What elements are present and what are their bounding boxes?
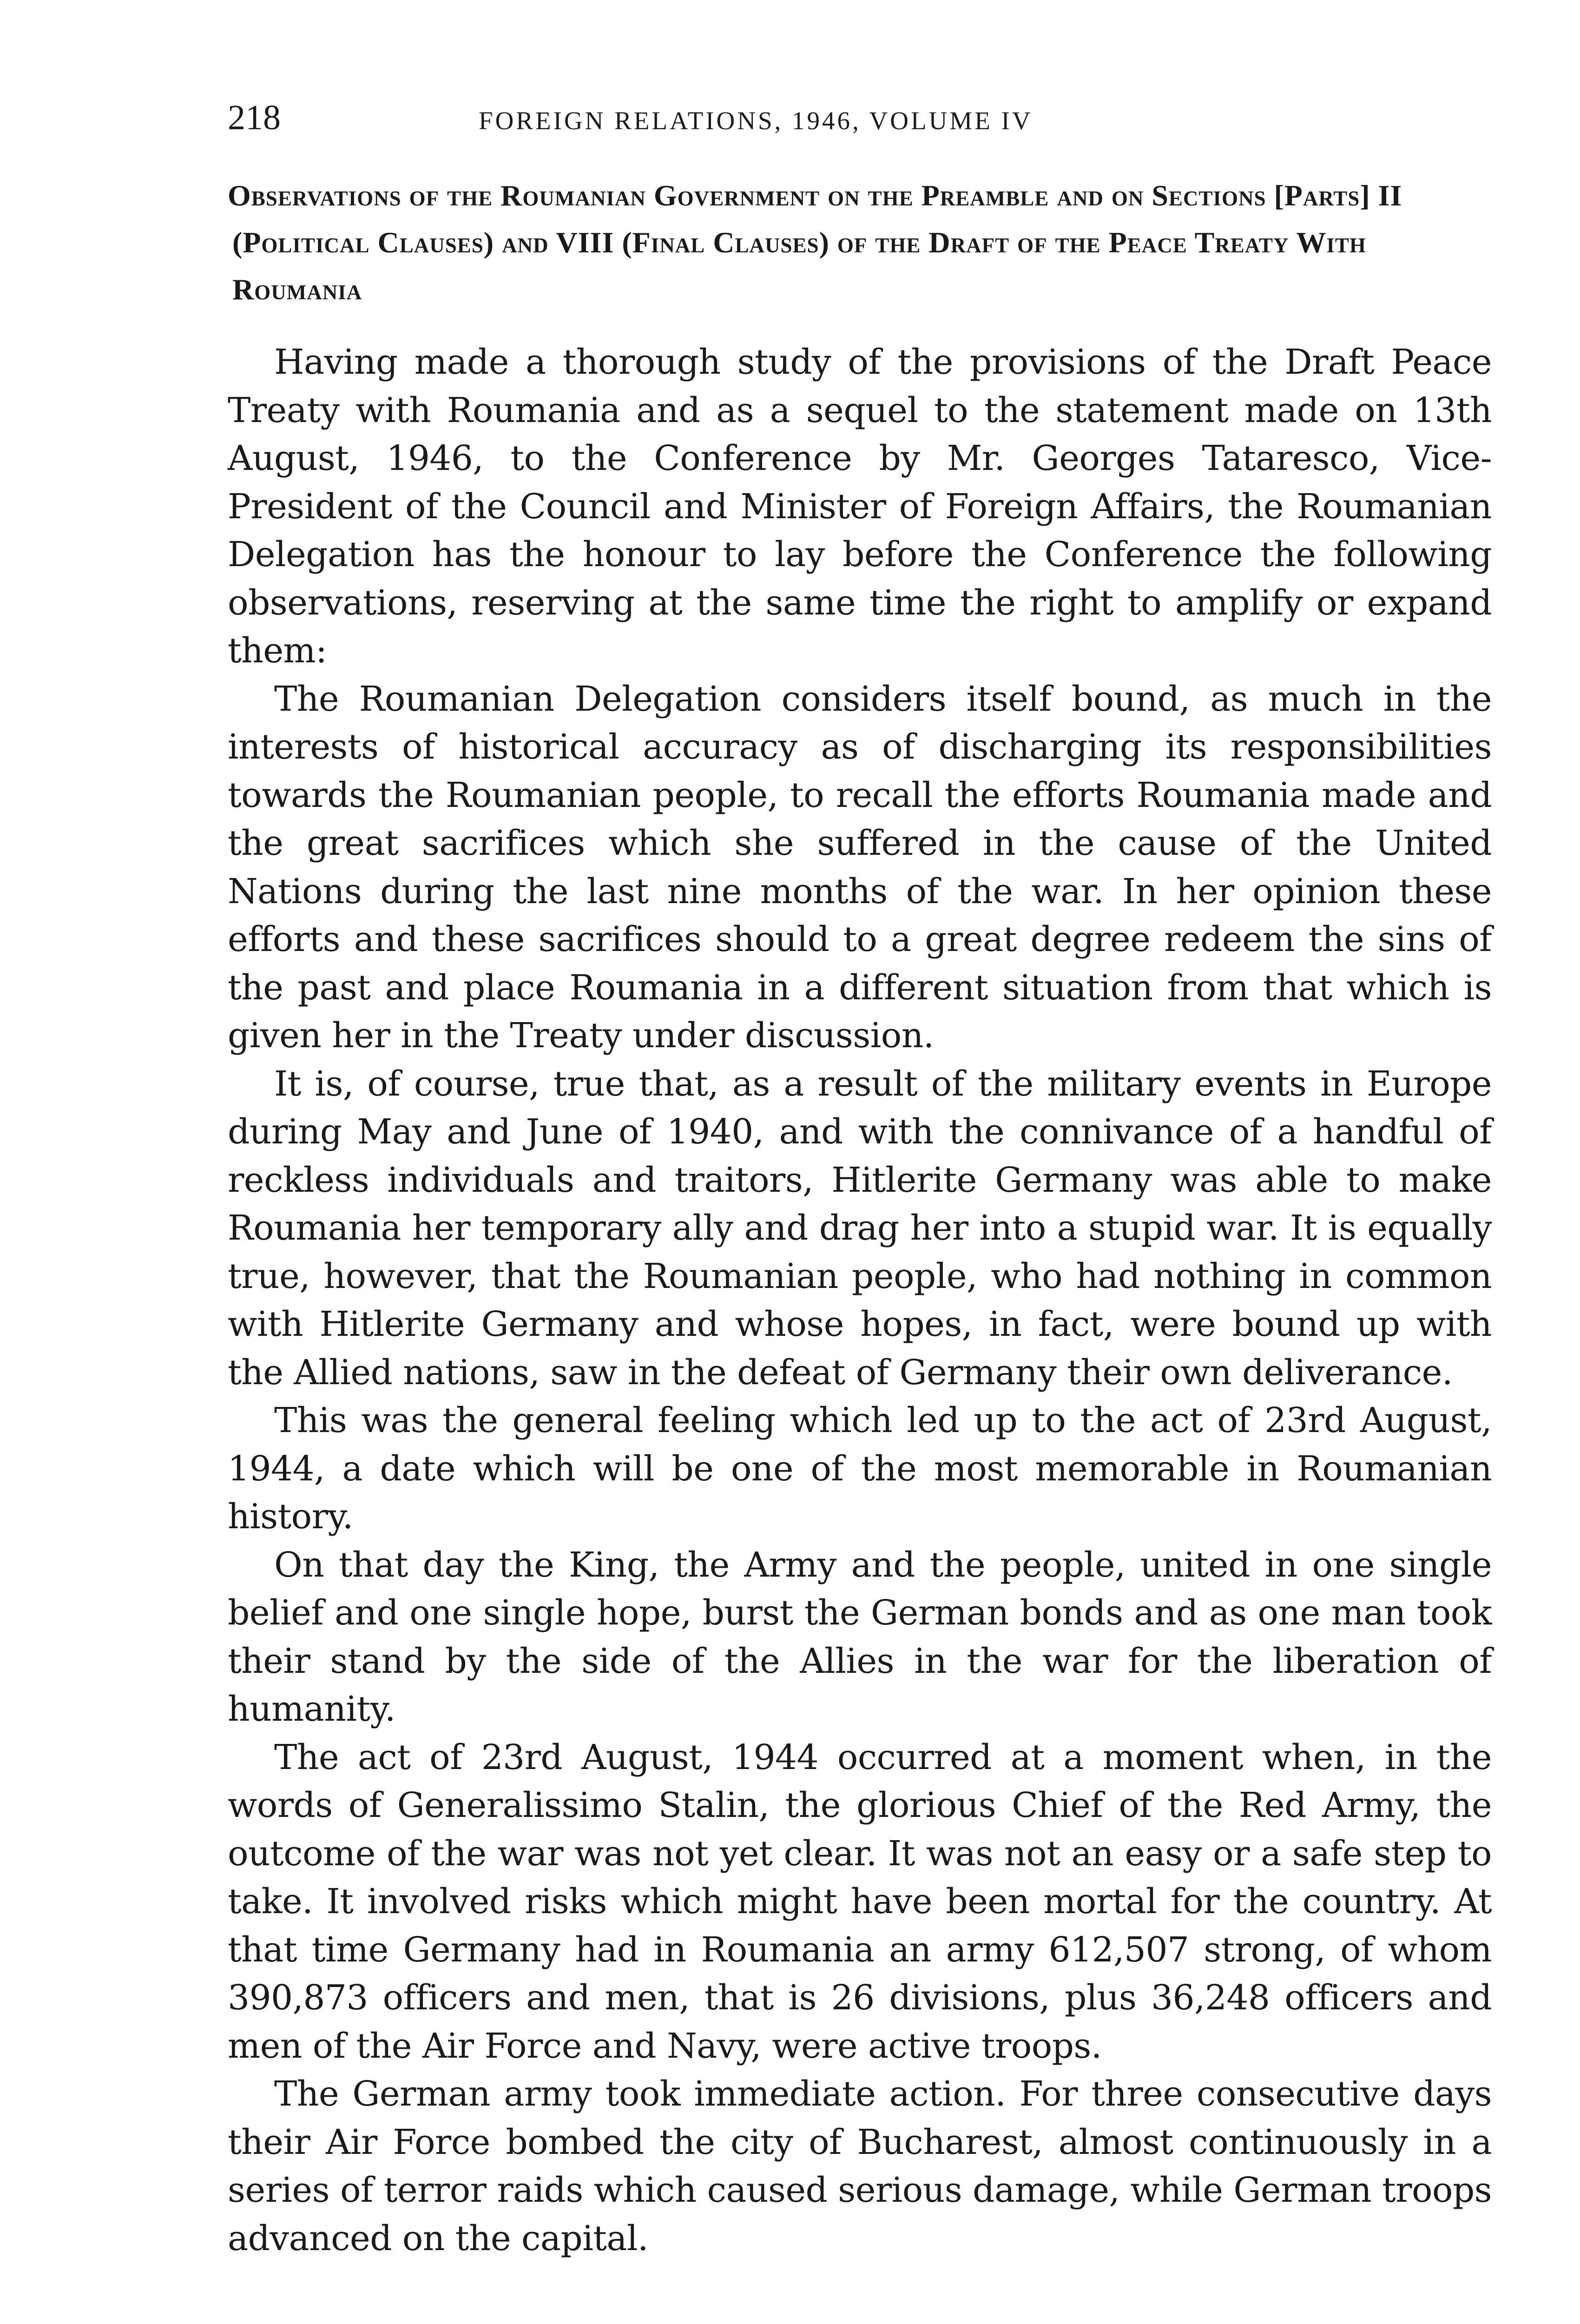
body-text xyxy=(228,338,1492,2263)
paragraph: The German army took immediate action. For three consecutive days their Air Force bombed the city of Bucharest, almost continuously in a series of terror raids which caused serious damage, while German troops advanced on the capital. xyxy=(228,2074,1492,2258)
paragraph: Having made a thorough study of the provisions of the Draft Peace Treaty with Roumania and as a sequel to the statement made on 13th August, 1946, to the Conference by Mr. Georges Tataresco, Vice-President of the Council and Minister of Foreign Affairs, the Roumanian Delegation has the honour to lay before the Conference the following observations, reserving at the same time the right to amplify or expand them: xyxy=(228,342,1492,671)
paragraph: It is, of course, true that, as a result of the military events in Europe during May and June of 1940, and with the connivance of a handful of reckless individuals and traitors, Hitlerite Germany was able to make Roumania her temporary ally and drag her into a stupid war. It is equally true, however, that the Roumanian people, who had nothing in common with Hitlerite Germany and whose hopes, in fact, were bound up with the Allied nations, saw in the defeat of Germany their own deliverance. xyxy=(228,1063,1492,1393)
paragraph: The Roumanian Delegation considers itself bound, as much in the interests of historical accuracy as of discharging its responsibilities towards the Roumanian people, to recall the efforts Roumania made and the great sacrifices which she suffered in the cause of the United Nations during the last nine months of the war. In her opinion these efforts and these sacrifices should to a great degree redeem the sins of the past and place Roumania in a different situation from that which is given her in the Treaty under discussion. xyxy=(228,679,1492,1056)
paragraph: This was the general feeling which led up to the act of 23rd August, 1944, a date which will be one of the most memorable in Roumanian history. xyxy=(228,1400,1492,1537)
document-page xyxy=(228,98,1492,2263)
document-title: Observations of the Roumanian Government on the Preamble and on Sections [Parts] II (Political Clauses) and VIII (Final Clauses) of the Draft of the Peace Treaty With Roumania xyxy=(228,179,1402,306)
journal-title: FOREIGN RELATIONS, 1946, VOLUME IV xyxy=(479,106,1033,135)
page-number: 218 xyxy=(228,98,281,137)
paragraph: The act of 23rd August, 1944 occurred at a moment when, in the words of Generalissimo Stalin, the glorious Chief of the Red Army, the outcome of the war was not yet clear. It was not an easy or a safe step to take. It involved risks which might have been mortal for the country. At that time Germany had in Roumania an army 612,507 strong, of whom 390,873 officers and men, that is 26 divisions, plus 36,248 officers and men of the Air Force and Navy, were active troops. xyxy=(228,1737,1492,2066)
running-head xyxy=(228,98,1492,149)
paragraph: On that day the King, the Army and the people, united in one single belief and one single hope, burst the German bonds and as one man took their stand by the side of the Allies in the war for the liberation of humanity. xyxy=(228,1545,1492,1729)
